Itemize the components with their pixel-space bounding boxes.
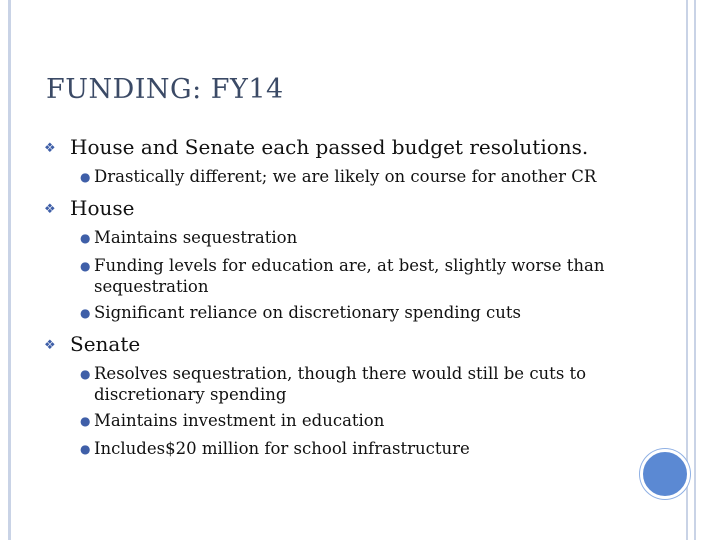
list-item-text: Drastically different; we are likely on course for another CR bbox=[94, 167, 597, 186]
dot-bullet-icon bbox=[80, 411, 94, 432]
dot-bullet-icon bbox=[80, 228, 94, 249]
right-frame-bar bbox=[686, 0, 696, 540]
section-heading-text: House and Senate each passed budget resolutions. bbox=[70, 135, 589, 159]
list-item bbox=[80, 410, 634, 433]
list-item bbox=[80, 227, 634, 250]
diamond-bullet-icon bbox=[44, 333, 64, 359]
list-item bbox=[80, 166, 634, 189]
dot-bullet-icon bbox=[80, 256, 94, 277]
dot-bullet-icon bbox=[80, 167, 94, 188]
dot-bullet-icon bbox=[80, 364, 94, 385]
sub-list bbox=[80, 227, 634, 325]
sub-list bbox=[80, 166, 634, 189]
list-item-text: Maintains investment in education bbox=[94, 411, 385, 430]
list-item-text: Resolves sequestration, though there would still be cuts to discretionary spending bbox=[94, 364, 587, 404]
list-item-text: Maintains sequestration bbox=[94, 228, 298, 247]
list-item bbox=[80, 255, 634, 297]
list-item bbox=[80, 302, 634, 325]
sub-list bbox=[80, 363, 634, 461]
list-item-text: Funding levels for education are, at best, slightly worse than sequestration bbox=[94, 256, 605, 296]
diamond-bullet-icon bbox=[44, 197, 64, 223]
section-heading bbox=[44, 195, 634, 225]
list-item-text: Significant reliance on discretionary spending cuts bbox=[94, 303, 521, 322]
slide-content bbox=[44, 128, 634, 466]
list-item-text: Includes$20 million for school infrastructure bbox=[94, 439, 470, 458]
section-heading-text: House bbox=[70, 196, 135, 220]
slide-title: FUNDING: FY14 bbox=[46, 74, 284, 105]
list-item bbox=[80, 363, 634, 405]
dot-bullet-icon bbox=[80, 439, 94, 460]
list-item bbox=[80, 438, 634, 461]
dot-bullet-icon bbox=[80, 303, 94, 324]
section-heading bbox=[44, 331, 634, 361]
diamond-bullet-icon bbox=[44, 136, 64, 162]
section-heading bbox=[44, 134, 634, 164]
section-heading-text: Senate bbox=[70, 332, 141, 356]
left-frame-line bbox=[8, 0, 11, 540]
decorative-circle bbox=[640, 449, 690, 499]
